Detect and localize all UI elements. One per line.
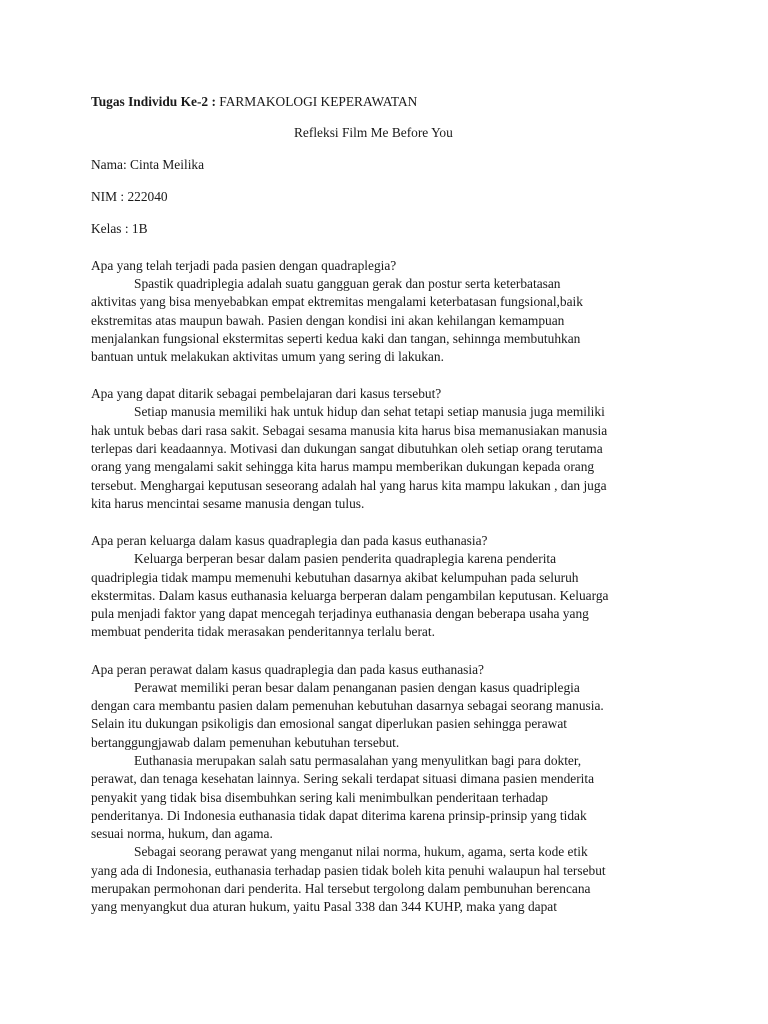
answer-4-paragraph-1 [91, 679, 651, 752]
question-3: Apa peran keluarga dalam kasus quadraplegia dan pada kasus euthanasia? [91, 533, 488, 549]
answer-line: dengan cara membantu pasien dalam pemenuhan kebutuhan dasarnya sebagai seorang manusia. [91, 698, 604, 714]
course-name: FARMAKOLOGI KEPERAWATAN [215, 94, 418, 109]
answer-line: Keluarga berperan besar dalam pasien penderita quadraplegia karena penderita [134, 551, 557, 567]
answer-line: terlepas dari keadaannya. Motivasi dan dukungan sangat dibutuhkan oleh setiap orang terutama [91, 441, 603, 457]
answer-3 [91, 550, 651, 641]
answer-line: yang ada di Indonesia, euthanasia terhadap pasien tidak boleh kita penuhi walaupun hal tersebut [91, 862, 606, 878]
answer-line: pula menjadi faktor yang dapat mencegah terjadinya euthanasia dengan beberapa usaha yang [91, 606, 589, 622]
answer-4-paragraph-2 [91, 752, 651, 843]
student-name: Nama: Cinta Meilika [91, 157, 205, 172]
answer-4-paragraph-3 [91, 843, 651, 916]
answer-line: bantuan untuk melakukan aktivitas umum yang sering di lakukan. [91, 349, 444, 365]
answer-line: hak untuk bebas dari rasa sakit. Sebagai sesama manusia kita harus bisa memanusiakan manusia [91, 422, 608, 438]
student-class: Kelas : 1B [91, 221, 148, 236]
answer-line: Selain itu dukungan psikoligis dan emosional sangat diperlukan pasien sehingga perawat [91, 716, 568, 732]
answer-line: Perawat memiliki peran besar dalam penanganan pasien dengan kasus quadriplegia [134, 679, 580, 695]
answer-line: aktivitas yang bisa menyebabkan empat ektremitas mengalami keterbatasan fungsional,baik [91, 294, 583, 310]
section-4 [91, 661, 651, 917]
question-1: Apa yang telah terjadi pada pasien dengan quadraplegia? [91, 258, 397, 273]
answer-line: ekstermitas. Dalam kasus euthanasia keluarga berperan dalam pengambilan keputusan. Keluarga [91, 587, 609, 603]
answer-line: membuat penderita tidak merasakan penderitannya terlalu berat. [91, 624, 435, 640]
answer-line: penderitanya. Di Indonesia euthanasia tidak dapat diterima karena prinsip-prinsip yang tidak [91, 807, 587, 823]
section-1 [91, 257, 651, 366]
assignment-title-label: Tugas Individu Ke-2 : [91, 94, 216, 109]
document-page [91, 93, 651, 917]
assignment-title [91, 93, 651, 111]
answer-2 [91, 403, 651, 513]
answer-line: Setiap manusia memiliki hak untuk hidup dan sehat tetapi setiap manusia juga memiliki [134, 404, 605, 420]
question-2: Apa yang dapat ditarik sebagai pembelajaran dari kasus tersebut? [91, 386, 442, 402]
answer-line: ekstremitas atas maupun bawah. Pasien dengan kondisi ini akan kehilangan kemampuan [91, 312, 565, 328]
answer-line: kita harus mencintai sesame manusia dengan tulus. [91, 495, 365, 511]
answer-line: sesuai norma, hukum, dan agama. [91, 826, 273, 842]
answer-line: menjalankan fungsional ekstermitas seperti kedua kaki dan tangan, sehinnga membutuhkan [91, 330, 581, 346]
answer-line: penyakit yang tidak bisa disembuhkan sering kali menimbulkan penderitaan terhadap [91, 789, 549, 805]
answer-line: Euthanasia merupakan salah satu permasalahan yang menyulitkan bagi para dokter, [134, 752, 582, 768]
answer-line: Spastik quadriplegia adalah suatu gangguan gerak dan postur serta keterbatasan [134, 276, 561, 291]
answer-line: tersebut. Menghargai keputusan seseorang adalah hal yang harus kita mampu lakukan , dan juga [91, 477, 607, 493]
answer-line: orang yang mengalami sakit sehingga kita harus mampu memberikan dukungan kepada orang [91, 459, 595, 475]
section-3 [91, 532, 651, 641]
document-subtitle: Refleksi Film Me Before You [294, 125, 453, 140]
answer-line: merupakan permohonan dari penderita. Hal tersebut tergolong dalam pembunuhan berencana [91, 881, 591, 897]
answer-line: quadriplegia tidak mampu memenuhi kebutuhan dasarnya akibat kelumpuhan pada seluruh [91, 569, 579, 585]
answer-1 [91, 275, 651, 366]
answer-line: bertanggungjawab dalam pemenuhan kebutuhan tersebut. [91, 734, 400, 750]
answer-line: yang menyangkut dua aturan hukum, yaitu Pasal 338 dan 344 KUHP, maka yang dapat [91, 899, 557, 915]
answer-line: perawat, dan tenaga kesehatan lainnya. Sering sekali terdapat situasi dimana pasien menderita [91, 771, 595, 787]
student-nim: NIM : 222040 [91, 189, 168, 204]
answer-line: Sebagai seorang perawat yang menganut nilai norma, hukum, agama, serta kode etik [134, 844, 588, 860]
question-4: Apa peran perawat dalam kasus quadraplegia dan pada kasus euthanasia? [91, 661, 484, 677]
section-2 [91, 385, 651, 513]
